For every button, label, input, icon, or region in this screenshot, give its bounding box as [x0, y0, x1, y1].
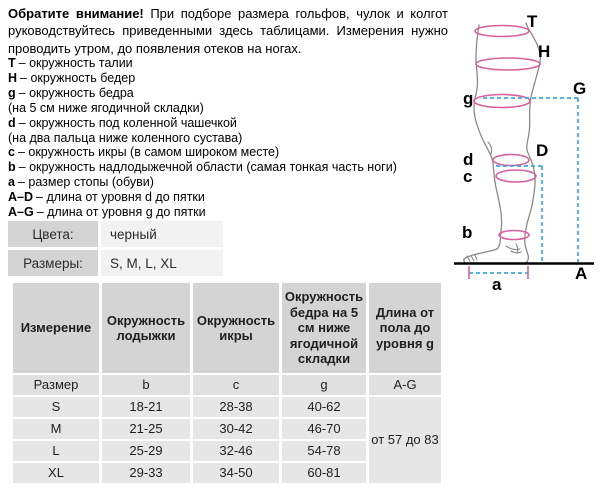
size-table-subheader-row — [13, 375, 441, 395]
sizes-row — [8, 250, 223, 276]
cell-b: 21-25 — [102, 419, 190, 439]
label-t: T — [527, 12, 538, 31]
cell-g: 60-81 — [282, 463, 366, 483]
definition-line: a – размер стопы (обуви) — [8, 175, 154, 190]
subheader-c: c — [193, 375, 279, 395]
ankle-crease-lines — [506, 244, 521, 253]
definition-line: b – окружность надлодыжечной области (самая тонкая часть ноги) — [8, 160, 397, 175]
label-a-upper: A — [575, 264, 588, 283]
subheader-b: b — [102, 375, 190, 395]
definition-line: c – окружность икры (в самом широком месте) — [8, 145, 280, 160]
cell-size: M — [13, 419, 99, 439]
cell-b: 25-29 — [102, 441, 190, 461]
cell-g: 40-62 — [282, 397, 366, 417]
calf-ellipse-c — [496, 170, 536, 182]
colors-label: Цвета: — [8, 221, 98, 247]
header-calf: Окружность икры — [193, 283, 279, 373]
label-g-lower: g — [463, 89, 474, 108]
table-row — [13, 397, 441, 417]
notice-line-2: руководствуйтесь приведенными здесь таблицами. Измерения нужно — [8, 23, 448, 39]
subheader-ag: A-G — [369, 375, 441, 395]
cell-c: 32-46 — [193, 441, 279, 461]
leg-measurement-diagram — [446, 0, 606, 300]
waist-ellipse-t — [475, 26, 529, 37]
header-length: Длина от пола до уровня g — [369, 283, 441, 373]
colors-row — [8, 221, 223, 247]
cell-size: L — [13, 441, 99, 461]
definition-line: (на два пальца ниже коленного сустава) — [8, 130, 243, 145]
thigh-ellipse-g — [474, 95, 530, 108]
label-h: H — [538, 42, 551, 61]
subheader-g: g — [282, 375, 366, 395]
notice-bold: Обратите внимание! — [8, 6, 144, 21]
attributes-tables — [8, 221, 223, 276]
cell-size: XL — [13, 463, 99, 483]
cell-b: 29-33 — [102, 463, 190, 483]
cell-c: 30-42 — [193, 419, 279, 439]
size-table — [10, 281, 444, 485]
cell-c: 34-50 — [193, 463, 279, 483]
size-table-header-row — [13, 283, 441, 373]
label-d-upper: D — [536, 141, 549, 160]
cell-c: 28-38 — [193, 397, 279, 417]
definition-line: g – окружность бедра — [8, 85, 134, 100]
header-thigh: Окружность бедра на 5 см ниже ягодичной складки — [282, 283, 366, 373]
subheader-size: Размер — [13, 375, 99, 395]
definition-line: H – окружность бедер — [8, 70, 136, 85]
header-measurement: Измерение — [13, 283, 99, 373]
measurement-definitions — [8, 56, 448, 220]
label-b-lower: b — [462, 223, 473, 242]
definition-line: A–G – длина от уровня g до пятки — [8, 205, 206, 220]
label-a-lower: a — [492, 275, 502, 294]
definition-line: (на 5 см ниже ягодичной складки) — [8, 100, 204, 115]
hip-ellipse-h — [476, 58, 540, 70]
notice-line-1: Обратите внимание! При подборе размера гольфов, чулок и колгот — [8, 6, 448, 21]
cell-b: 18-21 — [102, 397, 190, 417]
header-ankle: Окружность лодыжки — [102, 283, 190, 373]
cell-length-merged: от 57 до 83 — [369, 397, 441, 483]
label-c-lower: c — [463, 167, 473, 186]
notice-paragraph — [8, 5, 448, 57]
definition-line: A–D – длина от уровня d до пятки — [8, 190, 205, 205]
definition-line: d – окружность под коленной чашечкой — [8, 115, 237, 130]
cell-g: 46-70 — [282, 419, 366, 439]
cell-size: S — [13, 397, 99, 417]
sizes-label: Размеры: — [8, 250, 98, 276]
below-knee-ellipse-d — [493, 155, 529, 166]
cell-g: 54-78 — [282, 441, 366, 461]
notice-line-3: проводить утром, до появления отеков на ногах. — [8, 40, 302, 56]
definition-line: T – окружность талии — [8, 56, 133, 70]
label-g-upper: G — [573, 79, 587, 98]
colors-value: черный — [101, 221, 223, 247]
sizes-value: S, M, L, XL — [101, 250, 223, 276]
label-d-lower: d — [463, 150, 474, 169]
